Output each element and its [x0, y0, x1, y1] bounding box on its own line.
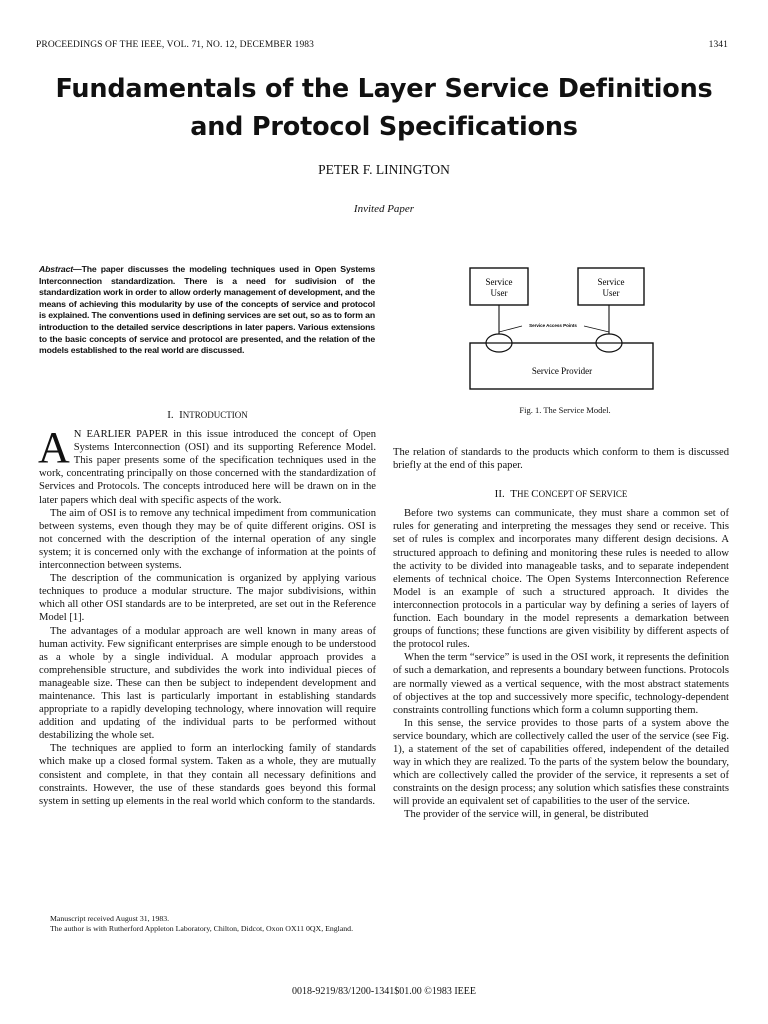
- title-line-2: and Protocol Specifications: [190, 112, 578, 142]
- paragraph: When the term “service” is used in the OSI work, it represents the definition of such a demarkation, and represents a boundary between functions. Protocols are normally viewed as a vertical sequence, with the most abstract statements of objectives at the top and successively more specific, technology-dependent constraints controlling functions which form a column supporting them.: [393, 652, 729, 716]
- section-numeral: II.: [494, 488, 505, 501]
- paragraph: Before two systems can communicate, they must share a common set of rules for generating and interpreting the messages they send or receive. This set of rules is complex and incorporates many different design decisions. A structured approach to defining and monitoring these rules is needed to allow the activity to be divided into manageable tasks, and to separate independent elements of technical choice. The Open Systems Interconnection Reference Model is an example of such a structured approach. It divides the interconnection protocols in a particular way by defining a series of layers of function. Each boundary in the model represents a demarkation between groups of functions; these functions are given visibility by different aspects of the protocol rules.: [393, 508, 729, 651]
- section-title-part: C: [531, 488, 539, 501]
- service-model-figure: [462, 259, 662, 409]
- section-title-initial: I: [179, 409, 183, 421]
- service-provider-label: Service Provider: [531, 366, 593, 376]
- left-column: [39, 409, 376, 808]
- paragraph: The aim of OSI is to remove any technical impediment from communication between systems, even though they may be of quite different origins. OSI is not concerned with the description of the internal operation of any single system; it is concerned only with the exchange of information at the points of interconnection between systems.: [39, 507, 376, 572]
- right-column: [393, 446, 729, 822]
- access-points-label: Service Access Points: [529, 323, 577, 328]
- paragraph: The relation of standards to the products which conform to them is discussed briefly at the end of this paper.: [393, 447, 729, 472]
- paragraph: The provider of the service will, in general, be distributed: [404, 809, 649, 821]
- section-heading-introduction: [39, 409, 376, 422]
- intro-first-paragraph: [38, 423, 376, 507]
- section-title-part: ERVICE: [595, 489, 628, 500]
- section-title-part: S: [589, 488, 596, 501]
- author-name: PETER F. LININGTON: [318, 162, 450, 177]
- service-user-left-label-2: User: [490, 288, 508, 298]
- paragraph: The description of the communication is organized by applying various techniques to produce a modular structure. The major subdivisions, within which all other OSI standards are to be interpreted, are set out in the Reference Model [1].: [39, 573, 376, 624]
- footnote-received: Manuscript received August 31, 1983.: [50, 914, 170, 923]
- section-title-part: HE: [516, 489, 532, 500]
- paragraph: In this sense, the service provides to those parts of a system above the service boundary, which are collectively called the user of the service (see Fig. 1), a statement of the set of capabilities offered, independent of the detailed way in which they are realized. To the parts of the system below the boundary, which are collectively called the provider of the service, it represents a set of constraints on the design process; any solution which satisfies these constraints will provide an equivalent set of capabilities to the user of the service.: [393, 717, 729, 808]
- abstract-lead: Abstract: [39, 264, 74, 274]
- section-numeral: I.: [167, 409, 174, 421]
- footnote-affiliation: The author is with Rutherford Appleton Laboratory, Chilton, Didcot, Oxon OX11 0QX, England.: [50, 923, 354, 933]
- section-title-part: ONCEPT OF: [538, 489, 590, 500]
- paper-title: [40, 70, 728, 146]
- section-heading-concept-of-service: [393, 488, 729, 501]
- service-user-right-label: Service: [597, 277, 625, 287]
- journal-citation: PROCEEDINGS OF THE IEEE, VOL. 71, NO. 12, DECEMBER 1983: [36, 40, 315, 50]
- paragraph: N EARLIER PAPER in this issue introduced the concept of Open Systems Interconnection (OSI) and its supporting Reference Model. This paper presents some of the specification techniques used in the work, concentrating principally on those concerned with the standardization of Services and Protocols. The concepts introduced here will be drawn on in the later papers which deal with specific aspects of the work.: [39, 429, 376, 506]
- paragraph: The techniques are applied to form an interlocking family of standards which make up a closed formal system. Taken as a whole, they are mutually consistent and complete, in that they contain all necessary definitions and constraints. However, the use of these standards goes beyond this formal system in setting up elements in the real world which conform to the standards.: [39, 743, 376, 807]
- abstract: [39, 264, 375, 357]
- figure-caption: Fig. 1. The Service Model.: [519, 405, 611, 415]
- running-head: [36, 40, 728, 54]
- access-pointer-left: [499, 326, 522, 332]
- footnote: [50, 914, 380, 933]
- page-number: 1341: [708, 40, 728, 50]
- abstract-text: —The paper discusses the modeling techniques used in Open Systems Interconnection standardization. There is a need for sudivision of the standardization work in order to allow orderly management of development, and the means of achieving this modularity by use of the concepts of service and protocol is explained. The conventions used in defining services are set out, so as to form an introduction to the detailed service descriptions in later papers. Various extensions to the basic concepts of service and protocol are presented, and the relation of the models established to the real world are discussed.: [39, 264, 375, 356]
- section-title-rest: NTRODUCTION: [182, 410, 248, 420]
- title-line-1: Fundamentals of the Layer Service Definitions: [55, 74, 713, 104]
- service-user-right-label-2: User: [602, 288, 620, 298]
- section-title-part: T: [510, 488, 517, 501]
- service-user-left-label: Service: [485, 277, 513, 287]
- paper-type: Invited Paper: [353, 203, 415, 215]
- paragraph: The advantages of a modular approach are well known in many areas of human activity. Few significant enterprises are simple enough to be understood as a whole by a single individual. A modular approach provides a comprehensible structure, and subdivides the work into individual pieces of manageable size. These can then be subject to independent development and maintenance. This last is particularly important in establishing standards appropriate to a rapidly developing technology, where innovation will require addition and updating of the individual parts to be performed without destabilizing the whole set.: [39, 625, 376, 742]
- drop-cap: A: [38, 423, 70, 473]
- copyright-footer: 0018-9219/83/1200-1341$01.00 ©1983 IEEE: [292, 986, 476, 997]
- access-pointer-right: [584, 326, 609, 332]
